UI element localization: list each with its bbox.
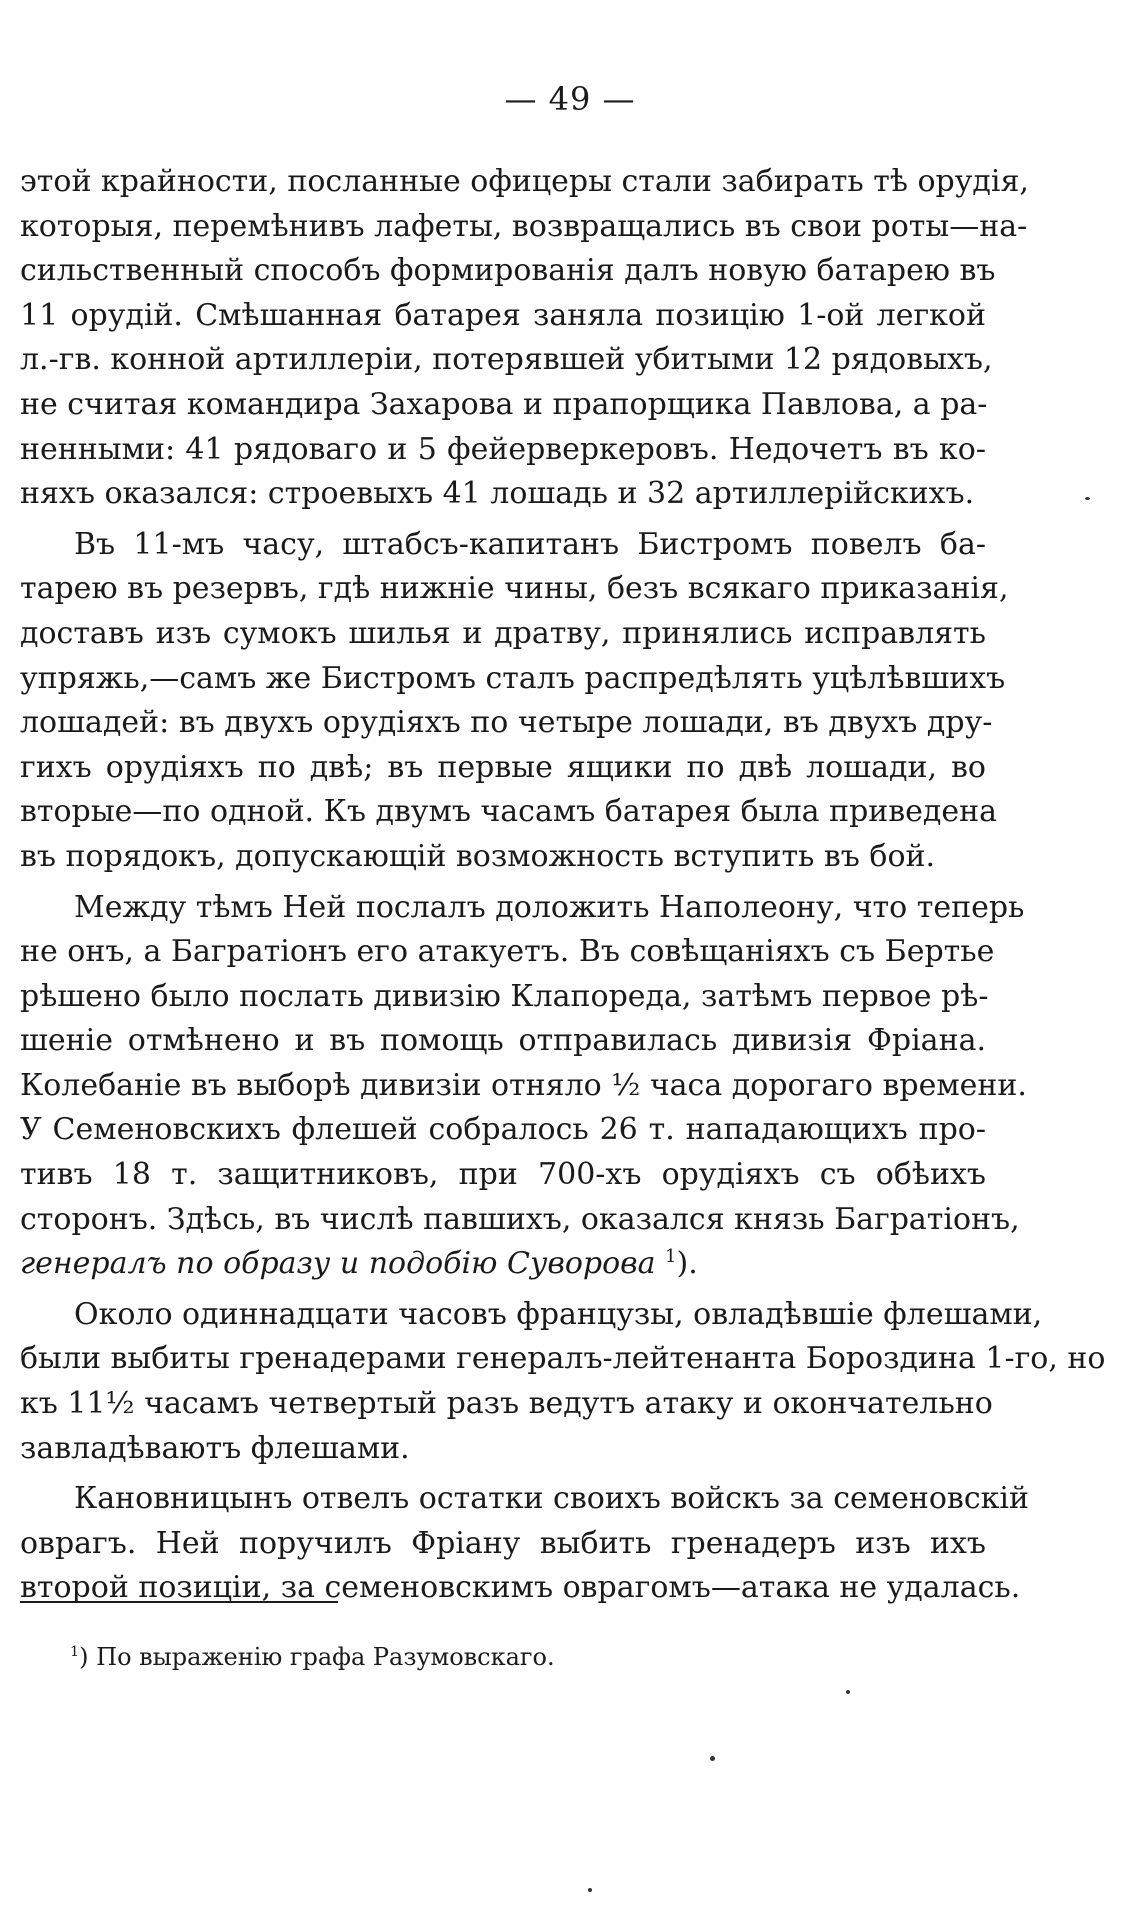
scan-speck <box>846 1690 850 1694</box>
footnote-marker: 1 <box>70 1644 80 1660</box>
footnote-reference: 1 <box>665 1246 677 1268</box>
paragraph <box>20 886 1027 1287</box>
paragraph <box>20 1293 1106 1471</box>
scan-speck <box>710 1756 715 1761</box>
text-line: тарею въ резервъ, гдѣ нижніе чины, безъ всякаго приказанія, <box>20 571 1009 607</box>
footnote <box>70 1640 555 1674</box>
paragraph <box>20 523 1009 880</box>
text-line: сильственный способъ формированія далъ новую батарею въ <box>20 253 996 289</box>
text-line: тивъ 18 т. защитниковъ, при 700-хъ орудіяхъ съ обѣихъ <box>20 1157 986 1193</box>
text-line: л.-гв. конной артиллеріи, потерявшей убитыми 12 рядовыхъ, <box>20 342 993 378</box>
text-line: завладѣваютъ флешами. <box>20 1430 410 1466</box>
paragraph <box>20 1477 1029 1611</box>
main-text <box>20 160 1106 1611</box>
text-line: не считая командира Захарова и прапорщика Павлова, а ра- <box>20 386 988 422</box>
page-number: — 49 — <box>504 80 636 118</box>
paragraph <box>20 160 1029 517</box>
text-line: лошадей: въ двухъ орудіяхъ по четыре лошади, въ двухъ дру- <box>20 705 993 741</box>
scan-speck <box>1085 497 1090 500</box>
text-line: оврагъ. Ней поручилъ Фріану выбить гренадеръ изъ ихъ <box>20 1525 986 1561</box>
text-line: этой крайности, посланные офицеры стали забирать тѣ орудія, <box>20 164 1029 199</box>
text-line: Около одиннадцати часовъ французы, овладѣвшіе флешами, <box>74 1296 1043 1332</box>
text-line: вторые—по одной. Къ двумъ часамъ батарея была приведена <box>20 794 998 830</box>
text-line: У Семеновскихъ флешей собралось 26 т. нападающихъ про- <box>20 1112 986 1148</box>
text-line: къ 11½ часамъ четвертый разъ ведутъ атаку и окончательно <box>20 1386 993 1422</box>
scan-speck <box>588 1888 592 1892</box>
text-line: шеніе отмѣнено и въ помощь отправилась дивизія Фріана. <box>20 1023 986 1059</box>
text-line <box>20 1242 986 1287</box>
text-line: няхъ оказался: строевыхъ 41 лошадь и 32 артиллерійскихъ. <box>20 476 975 512</box>
text-line: ненными: 41 рядоваго и 5 фейерверкеровъ. Недочетъ въ ко- <box>20 431 986 467</box>
text-line: упряжь,—самъ же Бистромъ сталъ распредѣлять уцѣлѣвшихъ <box>20 660 1006 696</box>
footnote-divider <box>20 1601 338 1603</box>
italic-phrase: генералъ по образу и подобію Суворова <box>20 1246 656 1282</box>
text-line: Въ 11-мъ часу, штабсъ-капитанъ Бистромъ повелъ ба- <box>74 526 986 562</box>
text-line: Колебаніе въ выборѣ дивизіи отняло ½ часа дорогаго времени. <box>20 1067 1027 1103</box>
text-line: второй позиціи, за семеновскимъ оврагомъ—атака не удалась. <box>20 1570 1021 1606</box>
text-line: Кановницынъ отвелъ остатки своихъ войскъ за семеновскій <box>74 1481 1029 1517</box>
text-line: сторонъ. Здѣсь, въ числѣ павшихъ, оказался князь Багратіонъ, <box>20 1201 1020 1237</box>
footnote-text: ) По выраженію графа Разумовскаго. <box>79 1643 555 1671</box>
text-line: доставъ изъ сумокъ шилья и дратву, принялись исправлять <box>20 615 986 651</box>
text-line: рѣшено было послать дивизію Клапореда, затѣмъ первое рѣ- <box>20 978 989 1014</box>
text-line: не онъ, а Багратіонъ его атакуетъ. Въ совѣщаніяхъ съ Бертье <box>20 934 995 970</box>
text-line: 11 орудій. Смѣшанная батарея заняла позицію 1-ой легкой <box>20 297 986 333</box>
text-line: гихъ орудіяхъ по двѣ; въ первые ящики по двѣ лошади, во <box>20 749 986 785</box>
text-line: были выбиты гренадерами генералъ-лейтенанта Бороздина 1-го, но <box>20 1341 1106 1377</box>
text-fragment: ). <box>676 1246 698 1282</box>
text-line: Между тѣмъ Ней послалъ доложить Наполеону, что теперь <box>74 889 1025 925</box>
text-line: въ порядокъ, допускающій возможность вступить въ бой. <box>20 838 936 874</box>
text-line: которыя, перемѣнивъ лафеты, возвращались въ свои роты—на- <box>20 208 1028 244</box>
